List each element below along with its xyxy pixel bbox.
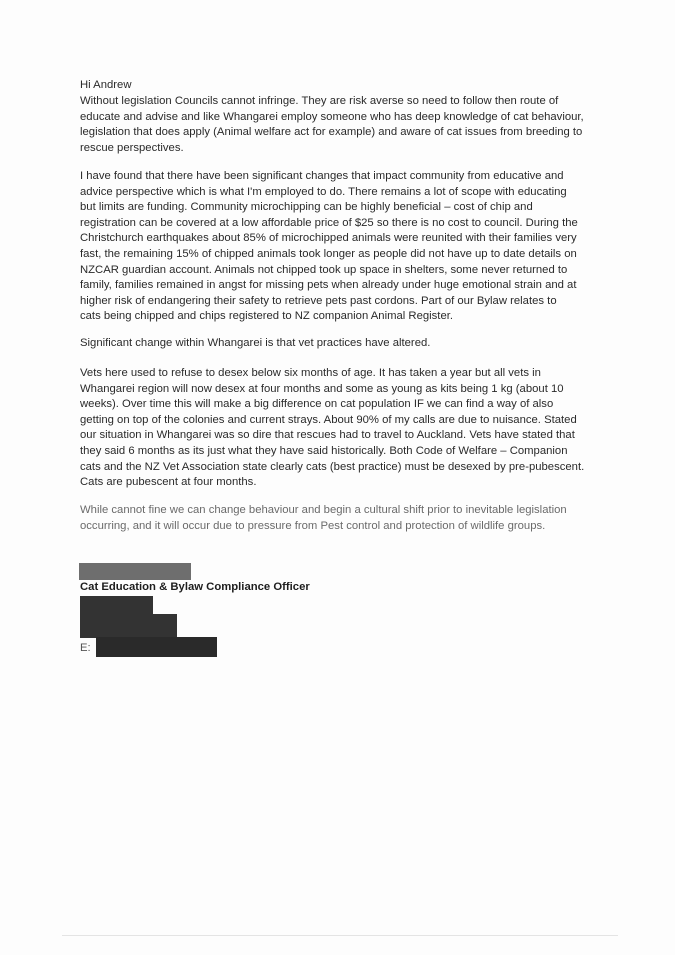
email-label: E:	[80, 642, 91, 654]
redacted-email	[96, 637, 217, 657]
redacted-contact-line-2	[80, 614, 177, 638]
scan-edge-line	[62, 935, 618, 936]
paragraph-conclusion: While cannot fine we can change behaviour and begin a cultural shift prior to inevitable legislation occurring, and it will occur due to pressure from Pest control and protection of wildlife groups.	[80, 504, 567, 532]
paragraph-vet-change: Significant change within Whangarei is that vet practices have altered.	[80, 337, 431, 349]
redacted-contact-line-1	[80, 596, 153, 615]
redacted-signatory-name	[79, 563, 191, 580]
paragraph-desexing: Vets here used to refuse to desex below six months of age. It has taken a year but all vets in Whangarei region will now desex at four months and some as young as kits being 1 kg (about 10 weeks). Over time this will make a big difference on cat population IF we can find a way of also getting on top of the colonies and current strays. About 90% of my calls are due to nuisance. Stated our situation in Whangarei was so dire that rescues had to travel to Auckland. Vets have stated that they said 6 months as its just what they have said historically. Both Code of Welfare – Companion cats and the NZ Vet Association state clearly cats (best practice) must be desexed by pre-pubescent. Cats are pubescent at four months.	[80, 367, 585, 489]
signature-title: Cat Education & Bylaw Compliance Officer	[80, 581, 310, 593]
paragraph-microchipping: I have found that there have been significant changes that impact community from educative and advice perspective which is what I'm employed to do. There remains a lot of scope with educating but limits are funding. Community microchipping can be highly beneficial – cost of chip and registration can be covered at a low affordable price of $25 so there is no cost to council. During the Christchurch earthquakes about 85% of microchipped animals were reunited with their families very fast, the remaining 15% of chipped animals took longer as people did not have up to date details on NZCAR guardian account. Animals not chipped took up space in shelters, some never returned to family, families remained in angst for missing pets when already under huge emotional strain and at higher risk of endangering their safety to retrieve pets past cordons. Part of our Bylaw relates to cats being chipped and chips registered to NZ companion Animal Register.	[80, 170, 578, 323]
letter-greeting: Hi Andrew	[80, 79, 132, 91]
paragraph-legislation: Without legislation Councils cannot infringe. They are risk averse so need to follow then route of educate and advise and like Whangarei employ someone who has deep knowledge of cat behaviour, legislation that does apply (Animal welfare act for example) and aware of cat issues from breeding to rescue perspectives.	[80, 95, 584, 154]
